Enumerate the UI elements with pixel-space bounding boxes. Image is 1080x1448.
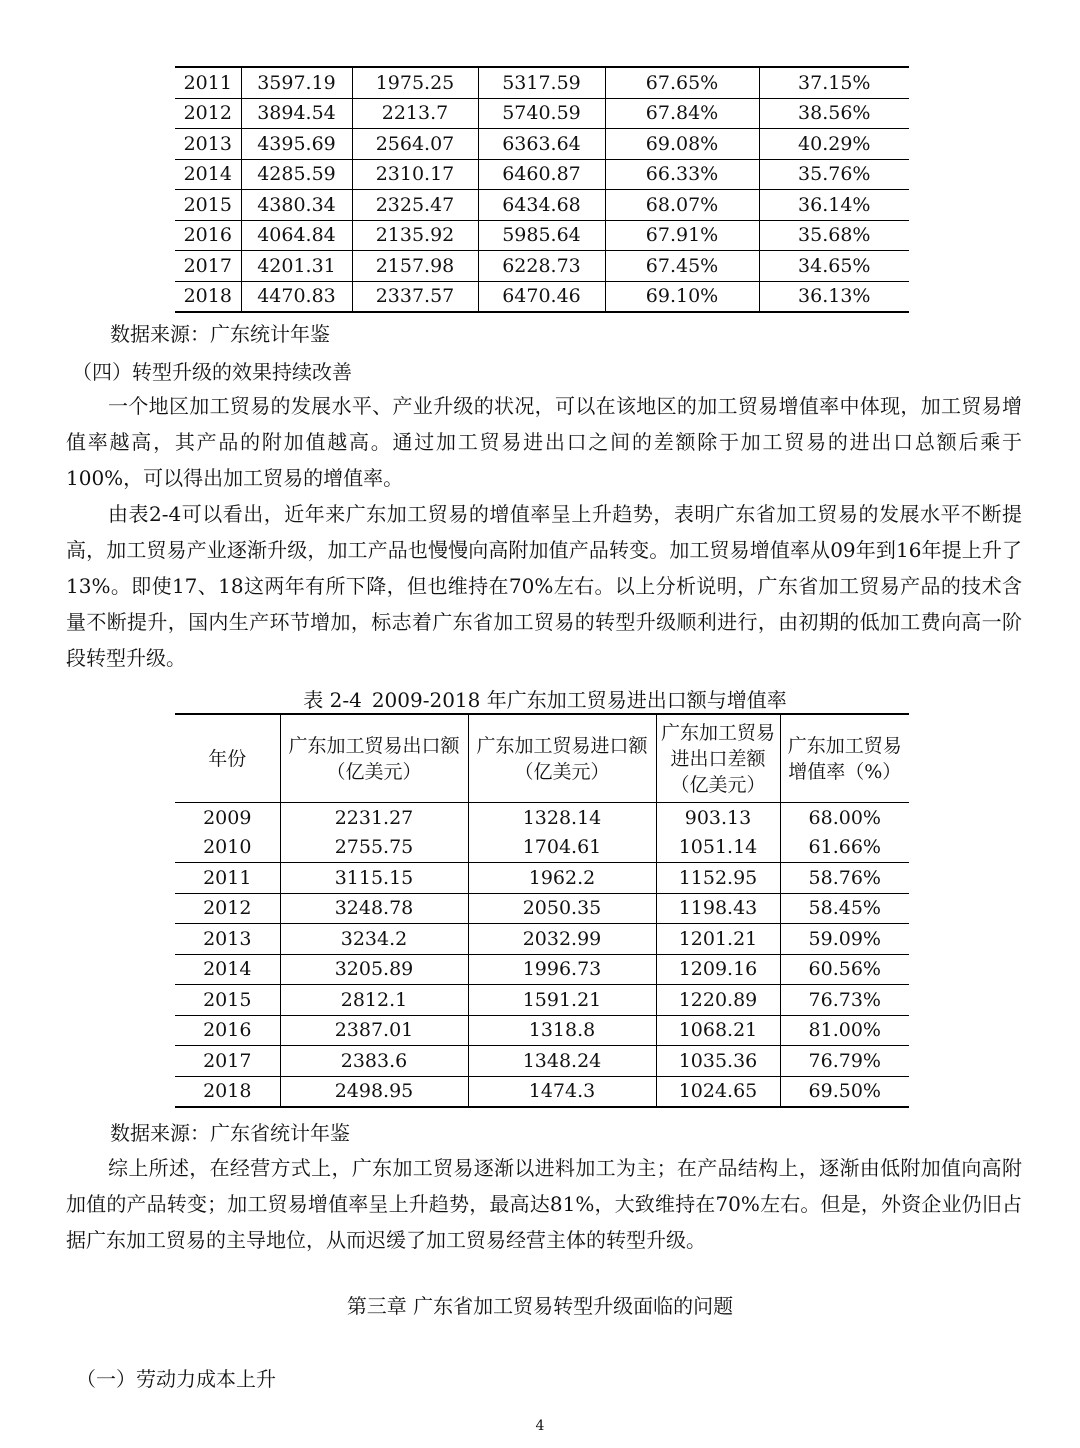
table-cell: 34.65% xyxy=(759,251,909,282)
table-cell: 2011 xyxy=(175,67,241,98)
chapter-title: 第三章 广东省加工贸易转型升级面临的问题 xyxy=(346,1294,734,1318)
table-cell: 67.65% xyxy=(605,67,759,98)
table-caption-text: 2009-2018 年广东加工贸易进出口额与增值率 xyxy=(371,688,787,712)
table-cell: 67.45% xyxy=(605,251,759,282)
table-cell: 1152.95 xyxy=(656,863,780,894)
table-cell: 4470.83 xyxy=(241,281,352,312)
table-cell: 2014 xyxy=(175,159,241,190)
table2-source: 数据来源：广东省统计年鉴 xyxy=(110,1121,350,1145)
table-cell: 1220.89 xyxy=(656,985,780,1016)
table-cell: 36.13% xyxy=(759,281,909,312)
table-row xyxy=(175,98,909,129)
table-cell: 2383.6 xyxy=(280,1046,468,1077)
table-row xyxy=(175,803,909,833)
table-cell: 3234.2 xyxy=(280,924,468,955)
table-cell: 2050.35 xyxy=(468,893,656,924)
table1-source: 数据来源：广东统计年鉴 xyxy=(110,322,330,346)
table-cell: 1348.24 xyxy=(468,1046,656,1077)
table-cell: 5317.59 xyxy=(478,67,605,98)
table-cell: 2387.01 xyxy=(280,1015,468,1046)
table-cell: 81.00% xyxy=(780,1015,909,1046)
page-number: 4 xyxy=(535,1418,545,1434)
table-cell: 2135.92 xyxy=(352,220,478,251)
table-cell: 1035.36 xyxy=(656,1046,780,1077)
table-cell: 1198.43 xyxy=(656,893,780,924)
table-cell: 2755.75 xyxy=(280,833,468,863)
table-row xyxy=(175,281,909,312)
table-cell: 2032.99 xyxy=(468,924,656,955)
table-cell: 1975.25 xyxy=(352,67,478,98)
table-cell: 5740.59 xyxy=(478,98,605,129)
table-cell: 36.14% xyxy=(759,190,909,221)
table-cell: 68.07% xyxy=(605,190,759,221)
table-row xyxy=(175,1046,909,1077)
paragraph-1: 一个地区加工贸易的发展水平、产业升级的状况，可以在该地区的加工贸易增值率中体现，加工贸易增值率越高，其产品的附加值越高。通过加工贸易进出口之间的差额除于加工贸易的进出口总额后乘于100%，可以得出加工贸易的增值率。 xyxy=(66,394,1022,490)
table-cell: 6460.87 xyxy=(478,159,605,190)
table-cell: 1024.65 xyxy=(656,1076,780,1107)
table-cell: 6470.46 xyxy=(478,281,605,312)
paragraph-3: 综上所述，在经营方式上，广东加工贸易逐渐以进料加工为主；在产品结构上，逐渐由低附加值向高附加值的产品转变；加工贸易增值率呈上升趋势，最高达81%，大致维持在70%左右。但是，外资企业仍旧占据广东加工贸易的主导地位，从而迟缓了加工贸易经营主体的转型升级。 xyxy=(66,1156,1022,1252)
table-row xyxy=(175,863,909,894)
table-cell: 2016 xyxy=(175,1015,280,1046)
table-header-row xyxy=(175,714,909,803)
table-cell: 2015 xyxy=(175,985,280,1016)
table-cell: 3597.19 xyxy=(241,67,352,98)
table-cell: 4201.31 xyxy=(241,251,352,282)
table-cell: 69.10% xyxy=(605,281,759,312)
paragraph-2: 由表2-4可以看出，近年来广东加工贸易的增值率呈上升趋势，表明广东省加工贸易的发展水平不断提高，加工贸易产业逐渐升级，加工产品也慢慢向高附加值产品转变。加工贸易增值率从09年到16年提上升了13%。即使17、18这两年有所下降，但也维持在70%左右。以上分析说明，广东省加工贸易产品的技术含量不断提升，国内生产环节增加，标志着广东省加工贸易的转型升级顺利进行，由初期的低加工费向高一阶段转型升级。 xyxy=(66,502,1022,670)
table-cell: 35.68% xyxy=(759,220,909,251)
table-cell: 2213.7 xyxy=(352,98,478,129)
table-cell: 4395.69 xyxy=(241,129,352,160)
table-cell: 1209.16 xyxy=(656,954,780,985)
table-cell: 67.91% xyxy=(605,220,759,251)
table-2-3-continued xyxy=(175,66,909,313)
table-cell: 1474.3 xyxy=(468,1076,656,1107)
table-row xyxy=(175,251,909,282)
table-cell: 6228.73 xyxy=(478,251,605,282)
table-cell: 2018 xyxy=(175,1076,280,1107)
table-cell: 1068.21 xyxy=(656,1015,780,1046)
table-cell: 3894.54 xyxy=(241,98,352,129)
table-row xyxy=(175,129,909,160)
table-2-4 xyxy=(175,713,909,1108)
table-cell: 37.15% xyxy=(798,71,871,94)
table-cell: 38.56% xyxy=(759,98,909,129)
table-cell: 58.45% xyxy=(780,893,909,924)
table-cell: 1704.61 xyxy=(468,833,656,863)
table-caption-number: 表 2-4 xyxy=(303,688,362,712)
table-cell: 4064.84 xyxy=(241,220,352,251)
table-cell: 2012 xyxy=(175,893,280,924)
table-cell: 2014 xyxy=(175,954,280,985)
table-cell: 40.29% xyxy=(759,129,909,160)
table-cell: 76.73% xyxy=(780,985,909,1016)
table-cell: 1201.21 xyxy=(656,924,780,955)
table-cell: 68.00% xyxy=(780,803,909,833)
table-cell: 3205.89 xyxy=(280,954,468,985)
table-cell: 1591.21 xyxy=(468,985,656,1016)
table-cell: 6363.64 xyxy=(478,129,605,160)
table-cell: 1318.8 xyxy=(468,1015,656,1046)
table-cell: 2337.57 xyxy=(352,281,478,312)
section-heading-4: （四）转型升级的效果持续改善 xyxy=(72,360,352,384)
table-cell: 6434.68 xyxy=(478,190,605,221)
table-cell: 59.09% xyxy=(780,924,909,955)
table-cell: 2010 xyxy=(175,833,280,863)
table-row xyxy=(175,159,909,190)
header-value-added-rate: 广东加工贸易增值率（%） xyxy=(780,714,909,803)
table-cell: 1328.14 xyxy=(468,803,656,833)
table-cell: 5985.64 xyxy=(478,220,605,251)
table-row xyxy=(175,1076,909,1107)
table-cell: 2015 xyxy=(175,190,241,221)
table-cell: 76.79% xyxy=(780,1046,909,1077)
table-cell: 69.08% xyxy=(605,129,759,160)
table-cell: 3115.15 xyxy=(280,863,468,894)
table-cell: 2016 xyxy=(175,220,241,251)
table-caption xyxy=(0,684,1080,713)
table-cell: 3248.78 xyxy=(280,893,468,924)
table-cell: 2013 xyxy=(175,129,241,160)
table-cell: 2325.47 xyxy=(352,190,478,221)
table-row xyxy=(175,924,909,955)
table-cell: 35.76% xyxy=(759,159,909,190)
table-cell: 67.84% xyxy=(605,98,759,129)
table-cell: 60.56% xyxy=(780,954,909,985)
table-cell: 2157.98 xyxy=(352,251,478,282)
table-cell: 1051.14 xyxy=(656,833,780,863)
table-row xyxy=(175,954,909,985)
table-row xyxy=(175,833,909,863)
table-row xyxy=(175,220,909,251)
table-cell: 2498.95 xyxy=(280,1076,468,1107)
subsection-heading-1: （一）劳动力成本上升 xyxy=(76,1367,276,1391)
table-cell: 2009 xyxy=(175,803,280,833)
table-cell: 2812.1 xyxy=(280,985,468,1016)
table-row xyxy=(175,985,909,1016)
table-cell: 2017 xyxy=(175,1046,280,1077)
table-cell: 2018 xyxy=(175,281,241,312)
table-cell: 1996.73 xyxy=(468,954,656,985)
table-cell: 4380.34 xyxy=(241,190,352,221)
table-row xyxy=(175,893,909,924)
header-export: 广东加工贸易出口额（亿美元） xyxy=(280,714,468,803)
header-year: 年份 xyxy=(175,714,280,803)
table-row xyxy=(175,190,909,221)
table-row xyxy=(175,67,909,98)
table-cell: 903.13 xyxy=(656,803,780,833)
table-cell: 2310.17 xyxy=(352,159,478,190)
table-cell: 69.50% xyxy=(780,1076,909,1107)
table-cell: 2231.27 xyxy=(280,803,468,833)
table-cell: 2013 xyxy=(175,924,280,955)
table-cell: 66.33% xyxy=(605,159,759,190)
table-cell: 58.76% xyxy=(780,863,909,894)
table-cell: 61.66% xyxy=(808,836,881,859)
table-cell: 2564.07 xyxy=(352,129,478,160)
header-import: 广东加工贸易进口额（亿美元） xyxy=(468,714,656,803)
table-cell: 2017 xyxy=(175,251,241,282)
header-balance: 广东加工贸易进出口差额（亿美元） xyxy=(656,714,780,803)
table-cell: 4285.59 xyxy=(241,159,352,190)
table-cell: 2011 xyxy=(175,863,280,894)
table-cell: 2012 xyxy=(175,98,241,129)
table-cell: 1962.2 xyxy=(468,863,656,894)
table-row xyxy=(175,1015,909,1046)
